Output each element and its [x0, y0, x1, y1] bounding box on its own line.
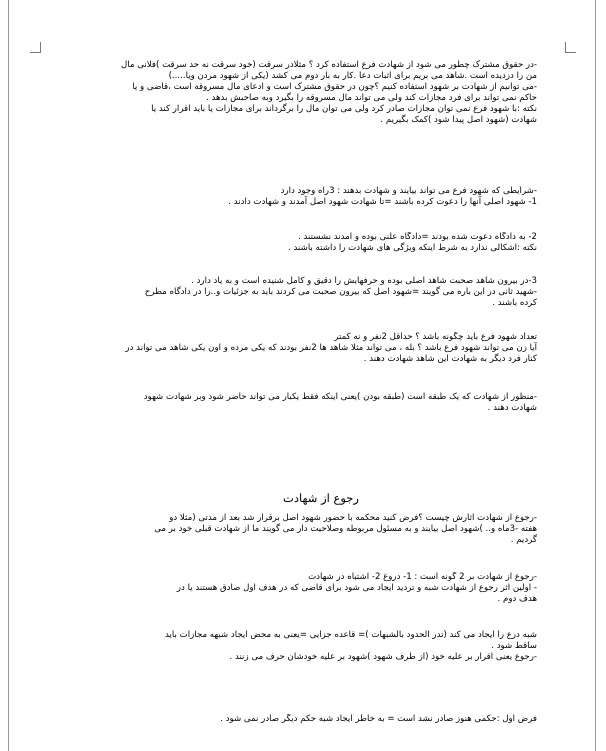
paragraph-7	[105, 513, 537, 546]
text-line: فرض اول :حکمی هنوز صادر نشد است = به خاطر ایجاد شبه حکم دیگر صادر نمی شود .	[220, 714, 537, 724]
text-line: -رجوع یعنی اقرار بر علیه خود (از طرف شهود )شهود بر علیه خودشان حرف می زنند .	[229, 652, 537, 662]
text-line: کرده باشند .	[492, 298, 537, 308]
text-line: گردیم .	[510, 535, 537, 545]
margin-mark-left	[30, 42, 41, 53]
paragraph-4	[105, 276, 537, 309]
text-line: شهادت دهند .	[487, 403, 537, 413]
text-line: -می توانیم از شهادت بر شهود استفاده کنیم ؟چون در حقوق مشترک است و ادعای مال مسروقه است ،قاضی و یا	[132, 82, 537, 92]
paragraph-2	[105, 186, 537, 208]
text-line: -رجوع از شهادت بر 2 گونه است : 1- دروغ 2- اشتباه در شهادت	[308, 572, 537, 582]
paragraph-3	[105, 232, 537, 254]
text-line: نکته :با شهود فرع نمی توان مجازات صادر کرد ولی می توان مال را برگرداند برای مجازات یا باید اقرار کند یا	[151, 104, 537, 114]
text-line: - اولین اثر رجوع از شهادت شبه و تردید ایجاد می شود برای قاضی که در هدف اول صادق هستند یا در	[176, 583, 537, 593]
text-line: آیا زن می تواند شهود فرع باشد ؟ بله ، می تواند مثلا شاهد ها 2نفر بودند که یکی مرده و اون یکی شاهد می تواند در	[125, 343, 537, 353]
text-line: حاکم نمی تواند برای فرد مجازات کند ولی می تواند مال مسروقه را بگیرد وبه صاحبش بدهد .	[206, 93, 537, 103]
paragraph-9	[105, 630, 537, 663]
paragraph-10	[105, 714, 537, 725]
paragraph-6	[105, 392, 537, 414]
text-line: 3-در بیرون شاهد صحبت شاهد اصلی بوده و حرفهایش را دقیق و کامل شنیده است و به یاد دارد .	[191, 276, 537, 286]
text-line: ساقط شود .	[491, 641, 537, 651]
text-line: هفته -3ماه و.. )شهود اصل بیایند و به مسئول مربوطه وصلاحیت دار می گویند ما از شهادت قبلی خود بر می	[154, 524, 537, 534]
text-line: شبه درع را ایجاد می کند (تدر الحدود بالشبهات )= قاعده جزایی =یعنی به محض ایجاد شبهه مجازات باید	[165, 630, 537, 640]
text-line: هدف دوم .	[497, 594, 537, 604]
margin-mark-right	[565, 42, 576, 53]
text-line: نکته :اشکالی ندارد به شرط اینکه ویژگی های شهادت را داشته باشند .	[288, 243, 537, 253]
section-heading: رجوع از شهادت	[283, 491, 359, 505]
text-line: -در حقوق مشترک چطور می شود از شهادت فرع استفاده کرد ؟ مثلادر سرقت (خود سرقت نه حد سرقت )فلانی مال	[121, 60, 537, 70]
text-line: -منظور از شهادت که یک طبقه است (طبقه بودن )یعنی اینکه فقط یکبار می تواند حاضر شود وبر شهادت شهود	[143, 392, 537, 402]
paragraph-1	[105, 60, 537, 126]
text-line: تعداد شهود فرع باید چگونه باشد ؟ حداقل 2نفر و نه کمتر	[334, 332, 537, 342]
text-line: کنار فرد دیگر به شهادت این شاهد شهادت دهند .	[363, 354, 537, 364]
text-line: -شهید ثانی در این باره می گویند =شهود اصل که بیرون صحبت می کردند باید به جزئیات و..را در دادگاه مطرح	[144, 287, 537, 297]
text-line: -شرایطی که شهود فرع می تواند بیایند و شهادت بدهند : 3راه وجود دارد	[280, 186, 537, 196]
paragraph-5	[105, 332, 537, 365]
text-line: شهادت (شهود اصل پیدا شود )کمک بگیریم .	[380, 115, 537, 125]
text-line: 2- به دادگاه دعوت شده بودند =دادگاه علنی بوده و امدند نشستند .	[298, 232, 537, 242]
text-line: 1- شهود اصلی آنها را دعوت کرده باشند =تا شهادت شهود اصل آمدند و شهادت دادند .	[228, 197, 537, 207]
paragraph-8	[105, 572, 537, 605]
text-line: -رجوع از شهادت آثارش چیست ؟فرض کنید محکمه با حضور شهود اصل برقرار شد بعد از مدتی (مثلا دو	[169, 513, 537, 523]
text-line: من را دزدیده است .شاهد می بریم برای اثبات دعا .کار به بار دوم می کشد (یکی از شهود مردن ویا.....)	[168, 71, 537, 81]
